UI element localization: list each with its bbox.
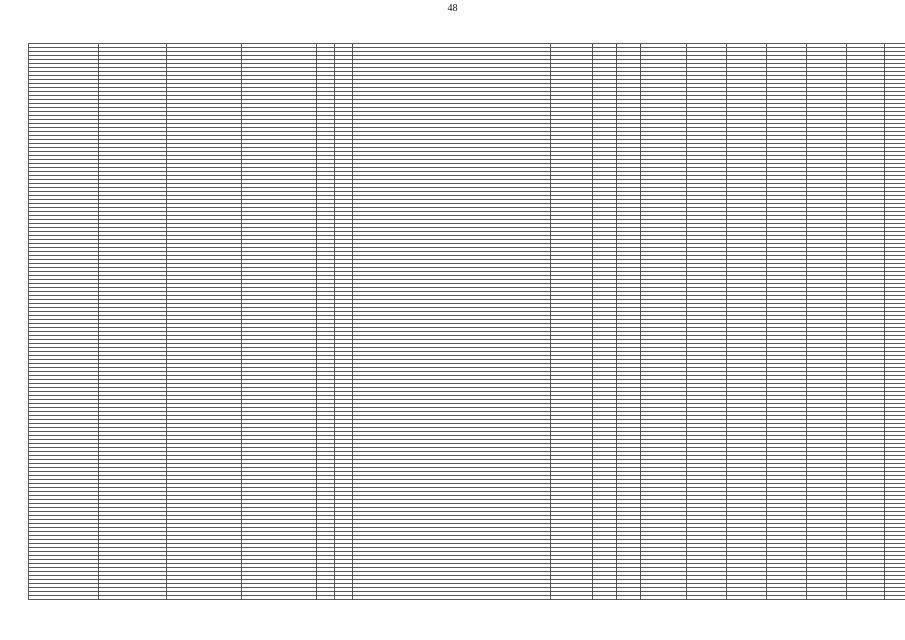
table-cell (99, 596, 167, 600)
table-cell (885, 596, 905, 600)
table-cell (727, 596, 767, 600)
table-cell (767, 596, 807, 600)
table-cell (551, 596, 593, 600)
table-cell (29, 596, 99, 600)
table-row (29, 596, 905, 600)
register-table (28, 43, 905, 600)
table-cell (847, 596, 885, 600)
table-cell (807, 596, 847, 600)
table-cell (242, 596, 317, 600)
table-cell (353, 596, 551, 600)
table-cell (335, 596, 353, 600)
register-rows (29, 44, 905, 600)
table-cell (641, 596, 687, 600)
table-cell (617, 596, 641, 600)
table-cell (317, 596, 335, 600)
table-cell (687, 596, 727, 600)
table-cell (167, 596, 242, 600)
table-cell (593, 596, 617, 600)
page-number: 48 (447, 3, 458, 14)
